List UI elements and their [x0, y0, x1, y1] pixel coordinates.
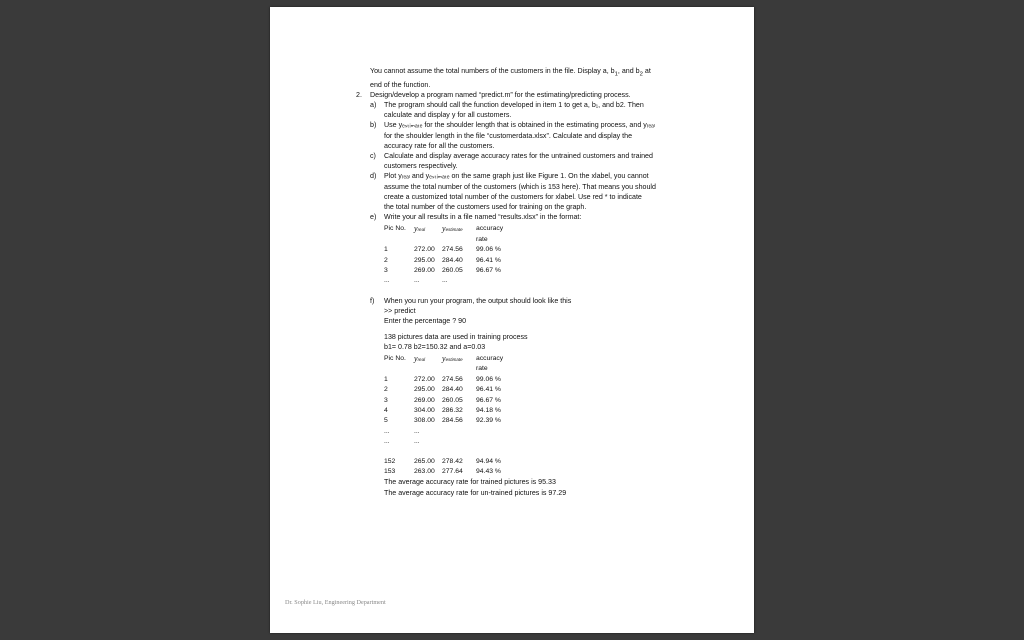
- table-row: [384, 427, 730, 437]
- table-cell: ...: [414, 427, 420, 435]
- item-2f-line-2: >> predict: [384, 307, 416, 316]
- item-2f: [370, 296, 730, 352]
- table-cell: 269.00: [414, 267, 435, 275]
- document-page: [270, 7, 754, 633]
- intro-line-1: You cannot assume the total numbers of the customers in the file. Display a, b: [370, 67, 615, 75]
- item-2: [356, 90, 730, 100]
- table-cell: 277.64: [442, 467, 463, 475]
- header-pic-no: Pic No.: [384, 354, 406, 362]
- table-2-body: [384, 375, 730, 448]
- table-cell: 2: [384, 386, 388, 394]
- item-2b-line-1: Use yₑₛₜᵢₘₐₜₑ for the shoulder length that is obtained in the estimating process, and yᵣₑₐₗ: [384, 121, 655, 130]
- table-cell: 99.06 %: [476, 246, 501, 254]
- table-cell: ...: [384, 277, 390, 285]
- item-2b-line-2: for the shoulder length in the file “customerdata.xlsx”. Calculate and display the: [384, 131, 633, 140]
- table-cell: 96.67 %: [476, 396, 501, 404]
- table-cell: 2: [384, 256, 388, 264]
- table-row: [384, 406, 730, 416]
- item-2f-line-5: b1= 0.78 b2=150.32 and a=0.03: [384, 342, 486, 351]
- table-cell: 4: [384, 406, 388, 414]
- table-cell: 295.00: [414, 386, 435, 394]
- item-2-number: 2.: [356, 90, 362, 99]
- table-cell: 274.56: [442, 246, 463, 254]
- table-cell: [476, 276, 516, 286]
- item-2c: [370, 151, 730, 171]
- table-cell: [442, 437, 476, 447]
- table-cell: 94.18 %: [476, 406, 501, 414]
- item-2e-line-1: Write your all results in a file named “results.xlsx” in the format:: [384, 213, 582, 222]
- table-row: [384, 457, 730, 467]
- item-2f-line-4: 138 pictures data are used in training process: [384, 332, 528, 341]
- table-row: [384, 467, 730, 477]
- table-cell: 284.56: [442, 417, 463, 425]
- table-cell: 3: [384, 396, 388, 404]
- table-cell: 153: [384, 467, 396, 475]
- table-cell: 284.40: [442, 256, 463, 264]
- table-cell: 260.05: [442, 396, 463, 404]
- table-3-body: [384, 457, 730, 478]
- table-row: [384, 416, 730, 426]
- table-row: [384, 256, 730, 266]
- item-2e: [370, 212, 730, 222]
- item-2d-line-4: the total number of the customers used for training on the graph.: [384, 203, 587, 212]
- item-2b-label: b): [370, 121, 377, 130]
- table-cell: 284.40: [442, 386, 463, 394]
- item-2f-line-1: When you run your program, the output should look like this: [384, 296, 572, 305]
- table-cell: ...: [414, 277, 420, 285]
- table-row: [384, 385, 730, 395]
- table-cell: 274.56: [442, 375, 463, 383]
- item-2c-label: c): [370, 152, 376, 161]
- table-cell: 96.67 %: [476, 267, 501, 275]
- table-cell: 286.32: [442, 406, 463, 414]
- results-format-table: [384, 224, 730, 286]
- item-2a-line-1: The program should call the function developed in item 1 to get a, b₁, and b2. Then: [384, 101, 644, 110]
- table-cell: 3: [384, 267, 388, 275]
- table-cell: 272.00: [414, 375, 435, 383]
- item-2b: [370, 120, 730, 151]
- intro-paragraph: You cannot assume the total numbers of the customers in the file. Display a, $b_1$, and $b_2$ at end of the function.: [370, 67, 651, 89]
- header-yestimate: yestimate: [442, 224, 463, 234]
- intro-line-2: end of the function.: [370, 80, 431, 89]
- intro-line-1-end: , and b: [617, 67, 640, 75]
- table-cell: 263.00: [414, 467, 435, 475]
- item-2a: [370, 100, 730, 120]
- item-2d-line-3: create a customized total number of the customers for xlabel. Use red * to indicate: [384, 192, 642, 201]
- table-cell: 94.43 %: [476, 467, 501, 475]
- table-cell: 94.94 %: [476, 457, 501, 465]
- header-accuracy: accuracy rate: [476, 225, 504, 243]
- table-header-row: [384, 354, 730, 375]
- table-cell: ...: [384, 438, 390, 446]
- table-cell: 272.00: [414, 246, 435, 254]
- item-2d: [370, 171, 730, 212]
- table-cell: ...: [414, 438, 420, 446]
- item-2b-line-3: accuracy rate for all the customers.: [384, 141, 495, 150]
- item-2e-label: e): [370, 213, 377, 222]
- table-cell: 99.06 %: [476, 375, 501, 383]
- table-cell: [476, 437, 516, 447]
- averages: [384, 477, 730, 497]
- table-cell: 152: [384, 457, 396, 465]
- item-2d-label: d): [370, 172, 377, 181]
- page-footer: Dr. Sophie Liu, Engineering Department: [285, 599, 386, 606]
- item-2c-line-2: customers respectively.: [384, 162, 458, 171]
- table-cell: 278.42: [442, 457, 463, 465]
- table-cell: 269.00: [414, 396, 435, 404]
- header-yreal: yreal: [414, 224, 426, 234]
- header-accuracy: accuracy rate: [476, 354, 504, 373]
- table-cell: [442, 427, 476, 437]
- header-pic-no: Pic No.: [384, 225, 406, 233]
- table-cell: 1: [384, 375, 388, 383]
- table-row: [384, 437, 730, 447]
- header-yestimate: yestimate: [442, 353, 463, 363]
- item-2f-label: f): [370, 296, 375, 305]
- table-cell: 295.00: [414, 256, 435, 264]
- table-cell: 92.39 %: [476, 417, 501, 425]
- table-cell: 96.41 %: [476, 386, 501, 394]
- table-row: [384, 396, 730, 406]
- table-cell: 308.00: [414, 417, 435, 425]
- header-yreal: yreal: [414, 353, 426, 363]
- page-content: [356, 66, 730, 498]
- table-cell: 5: [384, 417, 388, 425]
- table-cell: ...: [384, 427, 390, 435]
- item-2d-line-1: Plot yᵣₑₐₗ and yₑₛₜᵢₘₐₜₑ on the same graph just like Figure 1. On the xlabel, you cannot: [384, 172, 649, 181]
- table-row: [384, 266, 730, 276]
- intro-line-1-tail: at: [642, 67, 651, 75]
- item-2c-line-1: Calculate and display average accuracy rates for the untrained customers and trained: [384, 152, 653, 161]
- item-2f-line-3: Enter the percentage ? 90: [384, 317, 467, 326]
- item-2d-line-2: assume the total number of the customers (which is 153 here). That means you should: [384, 182, 656, 191]
- table-cell: ...: [442, 277, 448, 285]
- table-header-row: [384, 224, 730, 245]
- table-cell: 1: [384, 246, 388, 254]
- table-cell: 260.05: [442, 267, 463, 275]
- table-cell: [476, 427, 516, 437]
- item-2-text: Design/develop a program named “predict.m” for the estimating/predicting process.: [370, 90, 631, 99]
- item-2a-line-2: calculate and display y for all customers.: [384, 111, 512, 120]
- table-cell: 265.00: [414, 457, 435, 465]
- table-row: [384, 375, 730, 385]
- table-cell: 304.00: [414, 406, 435, 414]
- avg-trained: The average accuracy rate for trained pictures is 95.33: [384, 478, 556, 487]
- avg-untrained: The average accuracy rate for un-trained pictures is 97.29: [384, 488, 567, 497]
- table-1-body: [384, 245, 730, 287]
- table-row: [384, 276, 730, 286]
- table-row: [384, 245, 730, 255]
- table-cell: 96.41 %: [476, 256, 501, 264]
- output-table: [384, 354, 730, 477]
- item-2a-label: a): [370, 101, 377, 110]
